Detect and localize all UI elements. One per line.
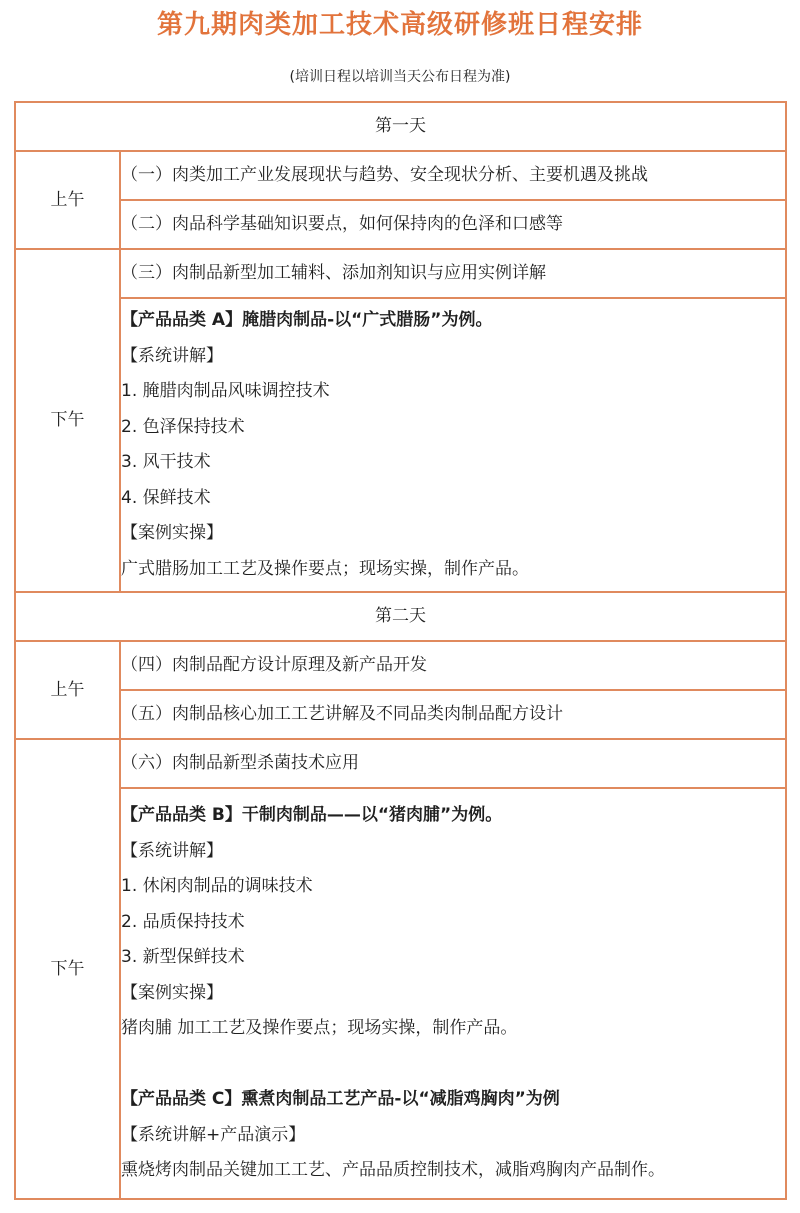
list-item: 2. 色泽保持技术	[121, 416, 245, 437]
category-heading: 【产品品类 C】熏煮肉制品工艺产品-以“减脂鸡胸肉”为例	[121, 1089, 560, 1110]
list-item: 1. 腌腊肉制品风味调控技术	[121, 381, 330, 401]
spacer	[121, 1047, 785, 1083]
list-item: 1. 休闲肉制品的调味技术	[121, 876, 313, 897]
page-subtitle: (培训日程以培训当天公布日程为准)	[289, 69, 511, 85]
day-header: 第一天	[15, 102, 786, 151]
section-label: 【系统讲解】	[121, 345, 223, 366]
session-item: （三）肉制品新型加工辅料、添加剂知识与应用实例详解	[120, 249, 786, 298]
session-item: （一）肉类加工产业发展现状与趋势、安全现状分析、主要机遇及挑战	[120, 151, 786, 200]
list-item: 3. 新型保鲜技术	[121, 947, 245, 968]
session-item: （四）肉制品配方设计原理及新产品开发	[120, 641, 786, 690]
period-morning: 上午	[15, 641, 120, 739]
product-category-block	[120, 788, 786, 1199]
schedule-table	[14, 101, 787, 1200]
list-item: 2. 品质保持技术	[121, 911, 245, 932]
section-label: 【系统讲解】	[121, 840, 223, 861]
case-description: 熏烧烤肉制品关键加工工艺、产品品质控制技术，减脂鸡胸肉产品制作。	[121, 1160, 665, 1181]
period-afternoon: 下午	[15, 249, 120, 592]
day-header: 第二天	[15, 592, 786, 641]
category-heading: 【产品品类 A】腌腊肉制品-以“广式腊肠”为例。	[121, 310, 493, 330]
period-morning: 上午	[15, 151, 120, 249]
list-item: 4. 保鲜技术	[121, 487, 211, 508]
session-item: （六）肉制品新型杀菌技术应用	[120, 739, 786, 788]
section-label: 【系统讲解+产品演示】	[121, 1124, 306, 1145]
product-category-block	[120, 298, 786, 592]
page-title: 第九期肉类加工技术高级研修班日程安排	[156, 10, 643, 40]
section-label: 【案例实操】	[121, 982, 223, 1003]
session-item: （五）肉制品核心加工工艺讲解及不同品类肉制品配方设计	[120, 690, 786, 739]
section-label: 【案例实操】	[121, 523, 223, 543]
case-description: 广式腊肠加工工艺及操作要点；现场实操，制作产品。	[121, 558, 529, 579]
case-description: 猪肉脯 加工工艺及操作要点；现场实操，制作产品。	[121, 1018, 518, 1039]
session-item: （二）肉品科学基础知识要点，如何保持肉的色泽和口感等	[120, 200, 786, 249]
category-heading: 【产品品类 B】干制肉制品——以“猪肉脯”为例。	[121, 805, 503, 826]
period-afternoon: 下午	[15, 739, 120, 1199]
list-item: 3. 风干技术	[121, 452, 211, 472]
